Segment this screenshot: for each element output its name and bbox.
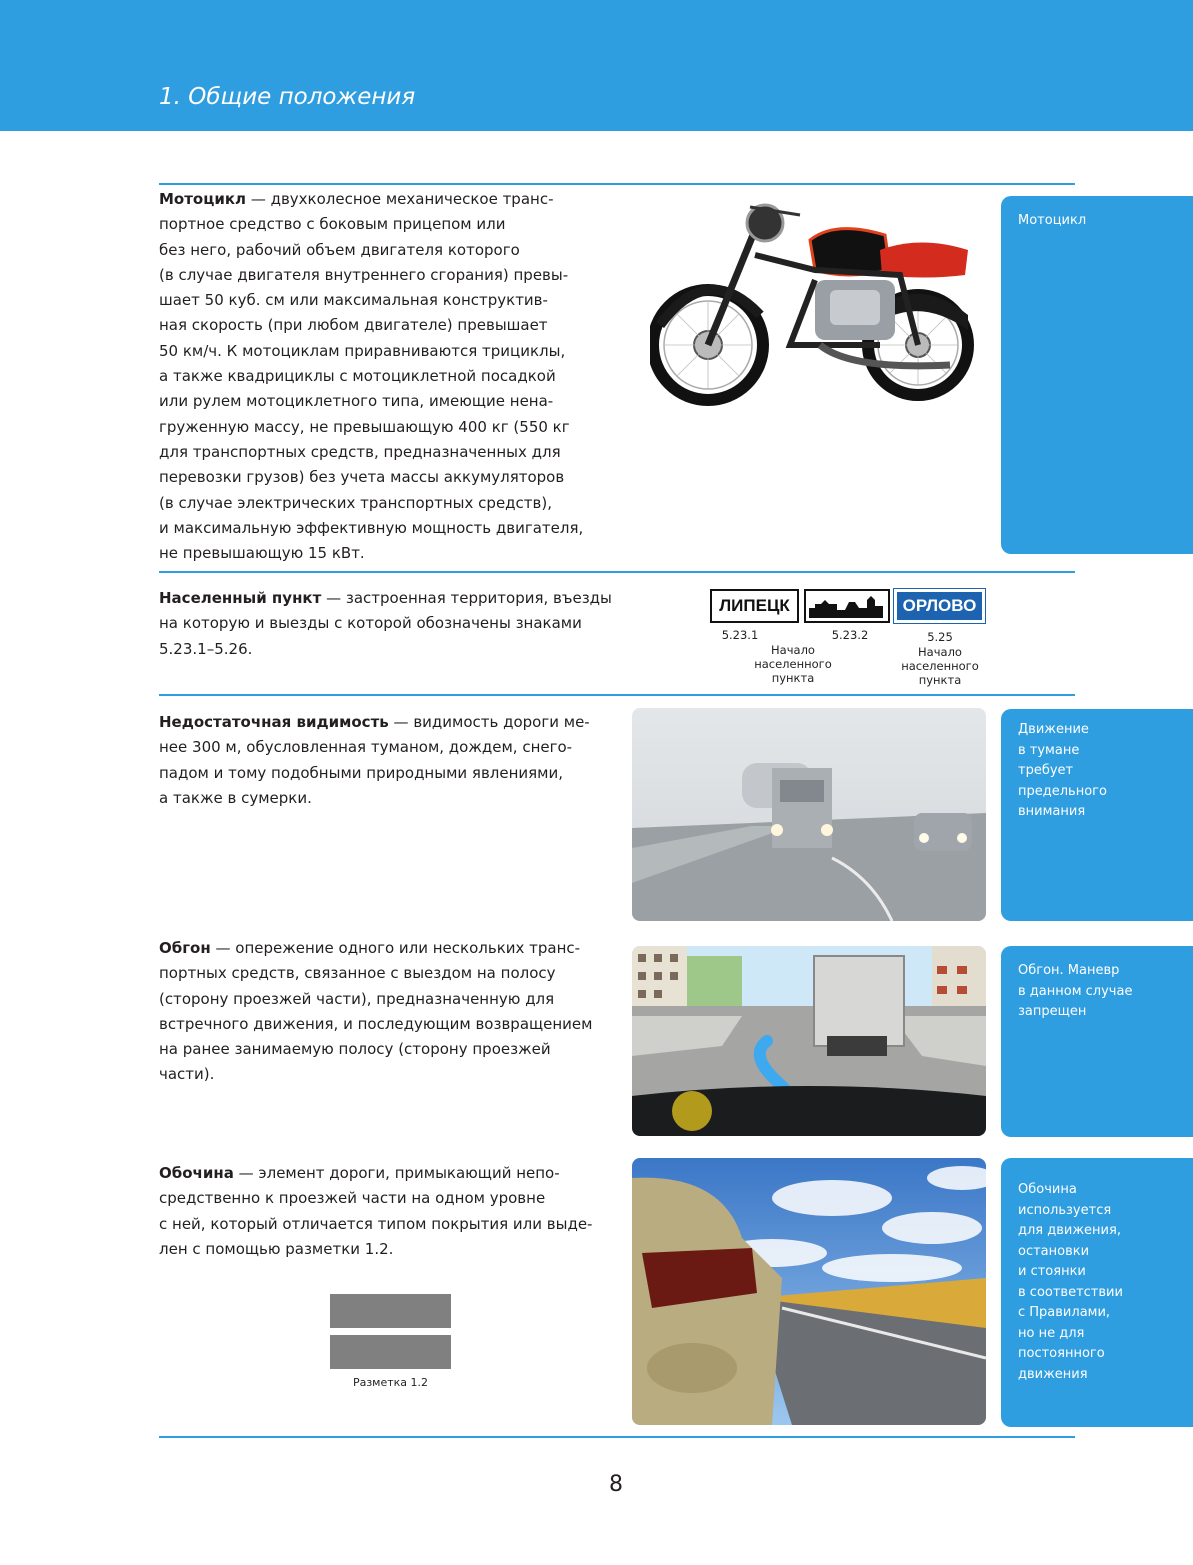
definition-line: средственно к проезжей части на одном уровне [159, 1189, 546, 1208]
sign-5-23-1 [710, 589, 799, 623]
definition-line: портное средство с боковым прицепом или [159, 215, 506, 234]
definition-motorcycle [159, 187, 629, 566]
definition-line: не превышающую 15 кВт. [159, 544, 365, 563]
sign-code: 5.25 [927, 630, 953, 644]
margin-note-line: Обгон. Маневр [1018, 963, 1120, 978]
city-silhouette-icon [807, 592, 887, 620]
definition-shoulder [159, 1161, 629, 1262]
definition-overtaking [159, 936, 639, 1088]
definition-line: падом и тому подобными природными явлениями, [159, 763, 564, 782]
definition-line: шает 50 куб. см или максимальная конструктив- [159, 291, 548, 310]
definition-line: и максимальную эффективную мощность двигателя, [159, 518, 584, 537]
definition-line: лен с помощью разметки 1.2. [159, 1239, 394, 1258]
definition-line: — застроенная территория, въезды [326, 589, 612, 607]
caption-line: Начало [771, 643, 815, 657]
caption-line: населенного [754, 657, 832, 671]
term-overtaking: Обгон [159, 939, 211, 957]
motorcycle-image [650, 195, 975, 435]
definition-line: части). [159, 1065, 215, 1084]
margin-note-line: используется [1018, 1202, 1112, 1218]
definition-line: 50 км/ч. К мотоциклам приравниваются трициклы, [159, 341, 566, 360]
definition-line: груженную массу, не превышающую 400 кг (550 кг [159, 417, 570, 436]
definition-line: (в случае двигателя внутреннего сгорания) превы- [159, 265, 569, 284]
sign-code: 5.23.1 [721, 628, 759, 642]
margin-note-line: постоянного [1018, 1346, 1105, 1361]
margin-note-line: движения [1018, 1366, 1088, 1382]
sign-caption [748, 643, 838, 685]
term-settlement: Населенный пункт [159, 589, 322, 607]
definition-line: портных средств, связанное с выездом на полосу [159, 964, 556, 983]
definition-line: (сторону проезжей части), предназначенную для [159, 989, 555, 1008]
sign-5-25 [894, 589, 985, 623]
sign-text: ЛИПЕЦК [719, 596, 790, 615]
chapter-title: 1. Общие положения [159, 84, 416, 110]
margin-note-line: Обочина [1018, 1182, 1077, 1197]
definition-line: нее 300 м, обусловленная туманом, дождем, снего- [159, 738, 573, 757]
definition-line: (в случае электрических транспортных средств), [159, 493, 552, 512]
definition-line: — опережение одного или нескольких транс- [215, 939, 581, 957]
sign-5-23-2 [804, 589, 890, 623]
definition-line: — элемент дороги, примыкающий непо- [238, 1164, 560, 1182]
margin-note-motorcycle [1001, 196, 1193, 554]
definition-line: встречного движения, и последующим возвращением [159, 1014, 593, 1033]
definition-visibility [159, 710, 629, 811]
sign-caption [895, 645, 985, 687]
margin-note-overtaking [1001, 946, 1193, 1137]
caption-line: пункта [918, 673, 962, 687]
definition-line: а также квадрициклы с мотоциклетной посадкой [159, 367, 556, 386]
definition-line: 5.23.1–5.26. [159, 639, 253, 658]
margin-note-line: запрещен [1018, 1004, 1087, 1019]
definition-line: или рулем мотоциклетного типа, имеющие нена- [159, 392, 554, 411]
margin-note-line: для движения, [1018, 1223, 1121, 1238]
definition-line: ная скорость (при любом двигателе) превышает [159, 316, 548, 335]
road-shoulder-photo [632, 1158, 986, 1425]
margin-note-line: в данном случае [1018, 983, 1133, 999]
term-shoulder: Обочина [159, 1164, 234, 1182]
overtaking-scene-image [632, 946, 986, 1136]
margin-note-line: остановки [1018, 1243, 1090, 1259]
marking-1-2-bar [330, 1294, 451, 1328]
definition-line: для транспортных средств, предназначенных для [159, 442, 561, 461]
divider [159, 183, 1075, 185]
margin-note-line: Движение [1018, 722, 1089, 737]
definition-line: с ней, который отличается типом покрытия или выде- [159, 1214, 593, 1233]
marking-caption: Разметка 1.2 [352, 1376, 429, 1389]
margin-note-visibility [1001, 709, 1193, 921]
fog-road-photo [632, 708, 986, 921]
margin-note-line: требует [1018, 763, 1074, 778]
definition-line: на которую и выезды с которой обозначены знаками [159, 614, 582, 633]
sign-text: ОРЛОВО [902, 596, 977, 615]
caption-line: населенного [901, 659, 979, 673]
definition-line: — двухколесное механическое транс- [250, 190, 554, 208]
caption-line: пункта [771, 671, 815, 685]
definition-line: на ранее занимаемую полосу (сторону проезжей [159, 1040, 551, 1059]
definition-line: перевозки грузов) без учета массы аккумуляторов [159, 468, 565, 487]
margin-note-line: Мотоцикл [1018, 213, 1087, 228]
definition-line: — видимость дороги ме- [393, 713, 590, 731]
marking-1-2-bar [330, 1335, 451, 1369]
margin-note-line: но не для [1018, 1325, 1085, 1341]
margin-note-shoulder [1001, 1158, 1193, 1427]
margin-note-line: в соответствии [1018, 1284, 1123, 1300]
chapter-header [0, 0, 1193, 131]
term-motorcycle: Мотоцикл [159, 190, 247, 208]
divider [159, 694, 1075, 696]
definition-line: а также в сумерки. [159, 788, 312, 807]
divider [159, 1436, 1075, 1438]
definition-settlement [159, 586, 629, 662]
margin-note-line: и стоянки [1018, 1264, 1086, 1279]
caption-line: Начало [918, 645, 962, 659]
sign-code: 5.23.2 [831, 628, 869, 642]
margin-note-line: с Правилами, [1018, 1305, 1111, 1320]
term-visibility: Недостаточная видимость [159, 713, 389, 731]
margin-note-line: внимания [1018, 804, 1086, 819]
divider [159, 571, 1075, 573]
page-number: 8 [609, 1472, 623, 1497]
margin-note-line: предельного [1018, 783, 1107, 799]
margin-note-line: в тумане [1018, 742, 1080, 758]
definition-line: без него, рабочий объем двигателя которого [159, 240, 520, 259]
